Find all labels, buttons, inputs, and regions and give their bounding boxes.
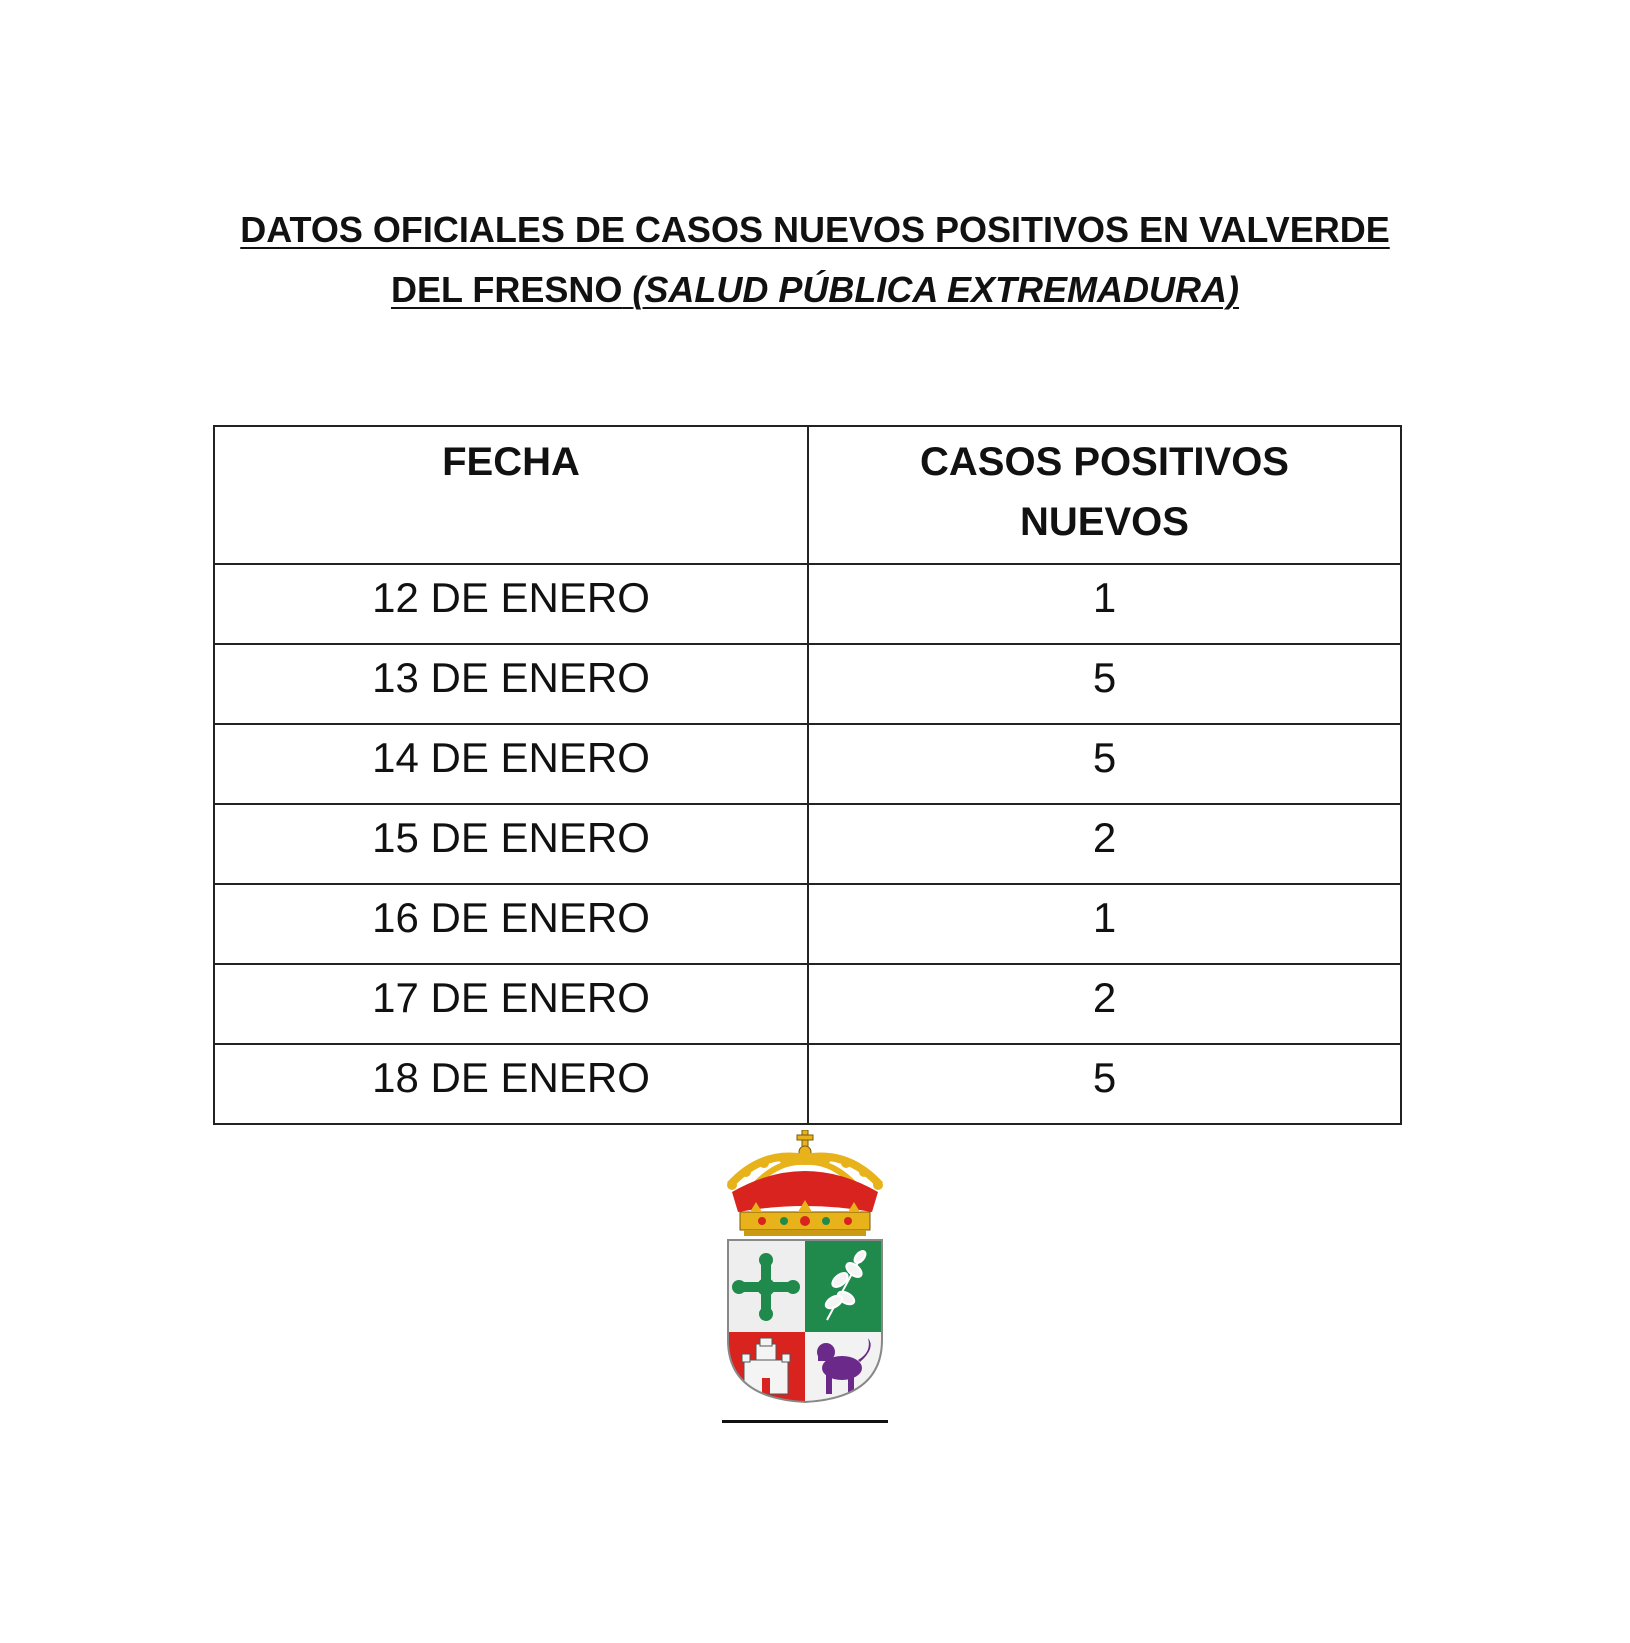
- cases-table: [213, 425, 1402, 1125]
- cases-cell: 5: [808, 1044, 1401, 1124]
- date-cell: 18 DE ENERO: [214, 1044, 808, 1124]
- date-cell: 12 DE ENERO: [214, 564, 808, 644]
- coat-of-arms-icon: [722, 1130, 888, 1425]
- table-row: [214, 644, 1401, 724]
- table-row: [214, 724, 1401, 804]
- cases-cell: 1: [808, 884, 1401, 964]
- table-row: [214, 964, 1401, 1044]
- table-header-row: [214, 426, 1401, 564]
- table-row: [214, 804, 1401, 884]
- table-row: [214, 564, 1401, 644]
- column-header-cases: CASOS POSITIVOS NUEVOS: [808, 426, 1401, 564]
- date-cell: 17 DE ENERO: [214, 964, 808, 1044]
- date-cell: 15 DE ENERO: [214, 804, 808, 884]
- table-row: [214, 1044, 1401, 1124]
- title-line-2: DEL FRESNO (SALUD PÚBLICA EXTREMADURA): [390, 269, 1240, 310]
- cases-cell: 2: [808, 964, 1401, 1044]
- cases-cell: 5: [808, 644, 1401, 724]
- cases-cell: 2: [808, 804, 1401, 884]
- cases-cell: 5: [808, 724, 1401, 804]
- document-title: [0, 200, 1630, 320]
- date-cell: 14 DE ENERO: [214, 724, 808, 804]
- date-cell: 16 DE ENERO: [214, 884, 808, 964]
- table-row: [214, 884, 1401, 964]
- cases-cell: 1: [808, 564, 1401, 644]
- column-header-date: FECHA: [214, 426, 808, 564]
- title-line-1: DATOS OFICIALES DE CASOS NUEVOS POSITIVOS EN VALVERDE: [240, 209, 1390, 250]
- date-cell: 13 DE ENERO: [214, 644, 808, 724]
